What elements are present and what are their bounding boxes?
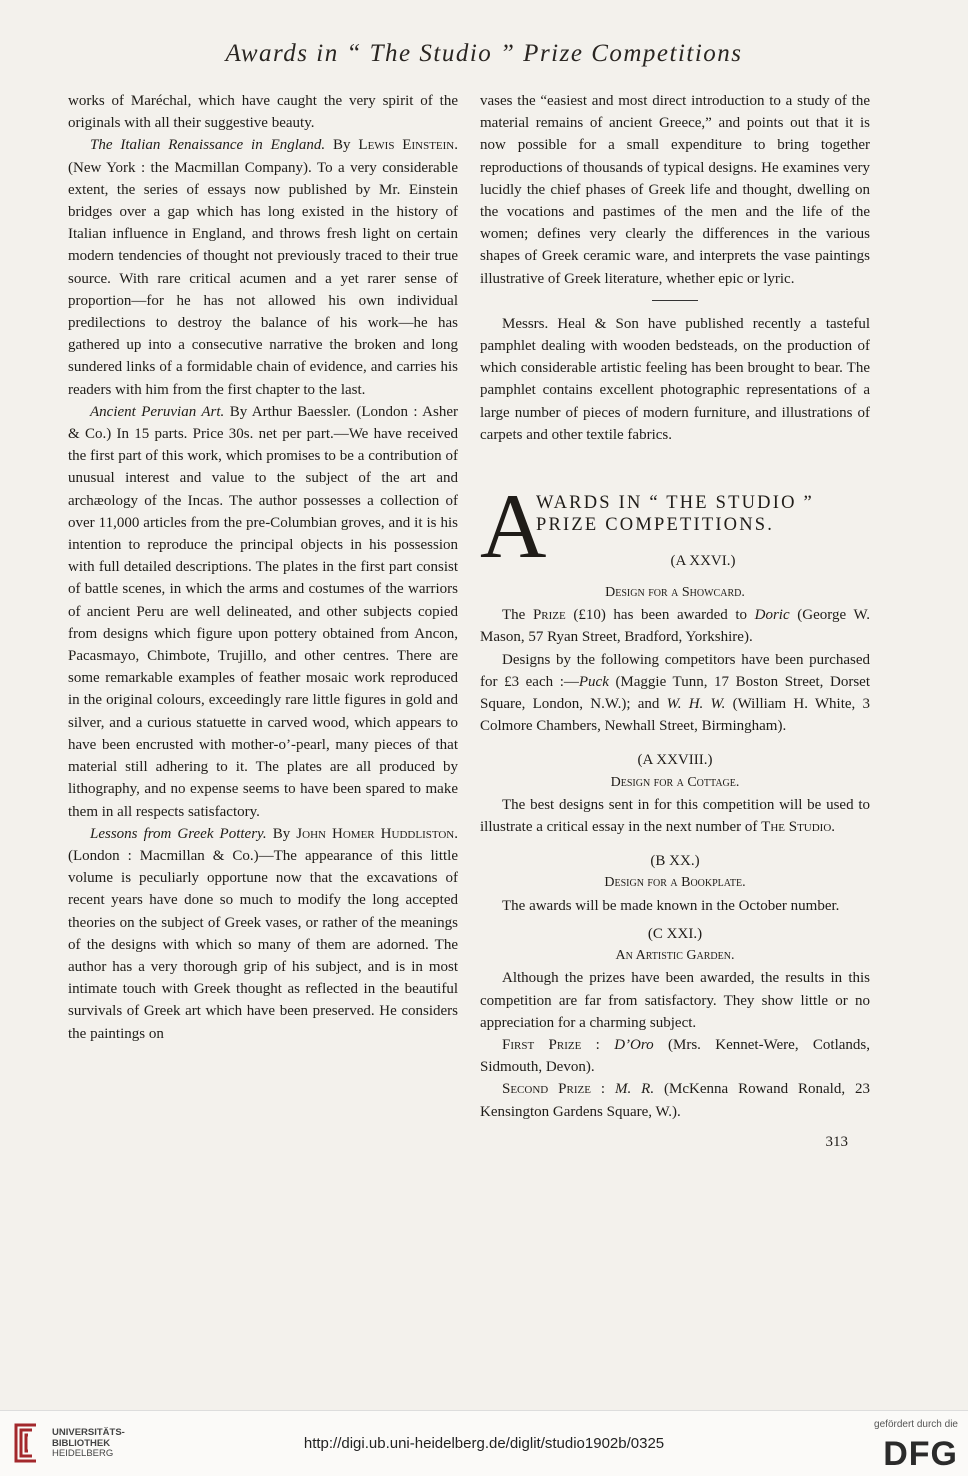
section-heading: (A XXVIII.) <box>637 752 713 769</box>
page-number: 313 <box>825 1133 848 1150</box>
paragraph: The best designs sent in for this competition will be used to illustrate a critical essay in the next number of The Studio. <box>480 796 870 836</box>
section-heading: (A XXVI.) <box>670 553 736 570</box>
review-italian-renaissance: The Italian Renaissance in England. By Lewis Einstein. (New York : the Macmillan Company). To a very considerable extent, the series of essays now published by Mr. Einstein bridges over a gap which has long existed in the history of Italian influence in England, and throws fresh light on certain modern tendencies of thought not previously traced to their true source. With rare critical acumen and a yet rarer sense of proportion—for he has not allowed his own individual predilections to destroy the balance of his work—he has gathered up into a consecutive narrative the broken and long sundered links of a formidable chain of evidence, and carries his readers with him from the first chapter to the last. <box>68 137 458 398</box>
divider <box>652 300 698 301</box>
section-title: Design for a Bookplate. <box>604 875 746 891</box>
running-head: Awards in “ The Studio ” Prize Competitions <box>225 40 743 67</box>
paragraph: The Prize (£10) has been awarded to Doric (George W. Mason, 57 Ryan Street, Bradford, Yorkshire). <box>480 607 870 646</box>
paragraph: Designs by the following competitors have been purchased for £3 each :—Puck (Maggie Tunn, 17 Boston Street, Dorset Square, London, N.W.); and W. H. W. (William H. White, 3 Colmore Chambers, Newhall Street, Birmingham). <box>480 651 871 735</box>
paragraph: works of Maréchal, which have caught the very spirit of the originals with all their suggestive beauty. <box>68 93 458 132</box>
dfg-logo: DFG <box>883 1435 958 1473</box>
book-author: John Homer Huddliston. <box>296 825 459 842</box>
footer-bar <box>0 1410 968 1476</box>
source-url-link[interactable]: http://digi.ub.uni-heidelberg.de/diglit/studio1902b/0325 <box>303 1435 665 1452</box>
paragraph: Although the prizes have been awarded, the results in this competition are far from satisfactory. They show little or no appreciation for a charming subject. <box>480 970 870 1031</box>
book-author: Lewis Einstein. <box>358 137 458 154</box>
library-name: UNIVERSITÄTS- BIBLIOTHEK HEIDELBERG <box>52 1427 125 1459</box>
paragraph: The awards will be made known in the October number. <box>502 897 840 914</box>
book-title: Ancient Peruvian Art. <box>90 403 225 420</box>
section-title: Design for a Cottage. <box>610 774 740 790</box>
section-title: Design for a Showcard. <box>605 585 745 601</box>
drop-cap: A <box>480 475 547 578</box>
right-column <box>480 90 870 1153</box>
funding-note: gefördert durch die <box>874 1419 958 1430</box>
paragraph: Messrs. Heal & Son have published recently a tasteful pamphlet dealing with wooden bedsteads, on the production of which considerable artistic feeling has been brought to bear. The pamphlet contains excellent photographic representations of a large number of pieces of modern furniture, and illustrations of carpets and other textile fabrics. <box>480 315 870 443</box>
review-peruvian-art: Ancient Peruvian Art. By Arthur Baessler. (London : Asher & Co.) In 15 parts. Price 30s. net per part.—We have received the first part of this work, which promises to be a contribution of unusual interest and value to the subject of the art and archæology of the Incas. The author possesses a collection of over 11,000 articles from the pre-Columbian groves, and it is his intention to reproduce the principal objects in his possession with full detailed descriptions. The plates in the first part consist of battle scenes, in which the arms and costumes of the warriors of ancient Peru are well delineated, and other subjects copied from designs which figure upon pottery obtained from Ancon, Pacasmayo, Chimbote, Trujillo, and other centres. There are some remarkable examples of feather mosaic work reproduced in the original colours, exceedingly rare little figures in gold and silver, and a curious statuette in carved wood, which appears to have been encrusted with mother-o’-pearl, many pieces of that material still adhering to it. The plates are all produced by lithography, and no expense seems to have been spared to make them in all respects satisfactory. <box>68 403 458 820</box>
book-title: Lessons from Greek Pottery. <box>90 825 267 842</box>
review-greek-pottery: Lessons from Greek Pottery. By John Homer Huddliston. (London : Macmillan & Co.)—The appearance of this little volume is peculiarly opportune now that the excavations of recent years have done so much to modify the long accepted theories on the subject of Greek vases, or rather of the meanings of the designs with which so many of them are adorned. The author has a very thorough grip of his subject, and is in most intimate touch with Greek thought as reflected in the beautiful survivals of Greek art which have been preserved. He considers the paintings on <box>68 825 459 1042</box>
section-title: An Artistic Garden. <box>615 948 735 964</box>
second-prize: Second Prize : M. R. (McKenna Rowand Ronald, 23 Kensington Gardens Square, W.). <box>480 1081 871 1120</box>
first-prize: First Prize : D’Oro (Mrs. Kennet-Were, Cotlands, Sidmouth, Devon). <box>480 1036 871 1076</box>
left-column <box>68 90 458 1045</box>
section-heading: (C XXI.) <box>647 925 703 942</box>
section-heading: (B XX.) <box>650 853 700 870</box>
book-title: The Italian Renaissance in England. <box>90 137 326 154</box>
awards-title: WARDS IN “ THE STUDIO ” PRIZE COMPETITIONS. <box>536 493 814 536</box>
awards-heading <box>480 475 870 582</box>
paragraph: vases the “easiest and most direct introduction to a study of the material remains of ancient Greece,” and points out that it is now possible for a small expenditure to bring together reproductions of thousands of typical designs. He examines very lucidly the chief phases of Greek life and thought, dwelling on the vocations and pastimes of the men and the life of the women; defines very clearly the differences in the various shapes of Greek ceramic ware, and interprets the vase paintings illustrative of Greek literature, whether epic or lyric. <box>480 93 870 287</box>
